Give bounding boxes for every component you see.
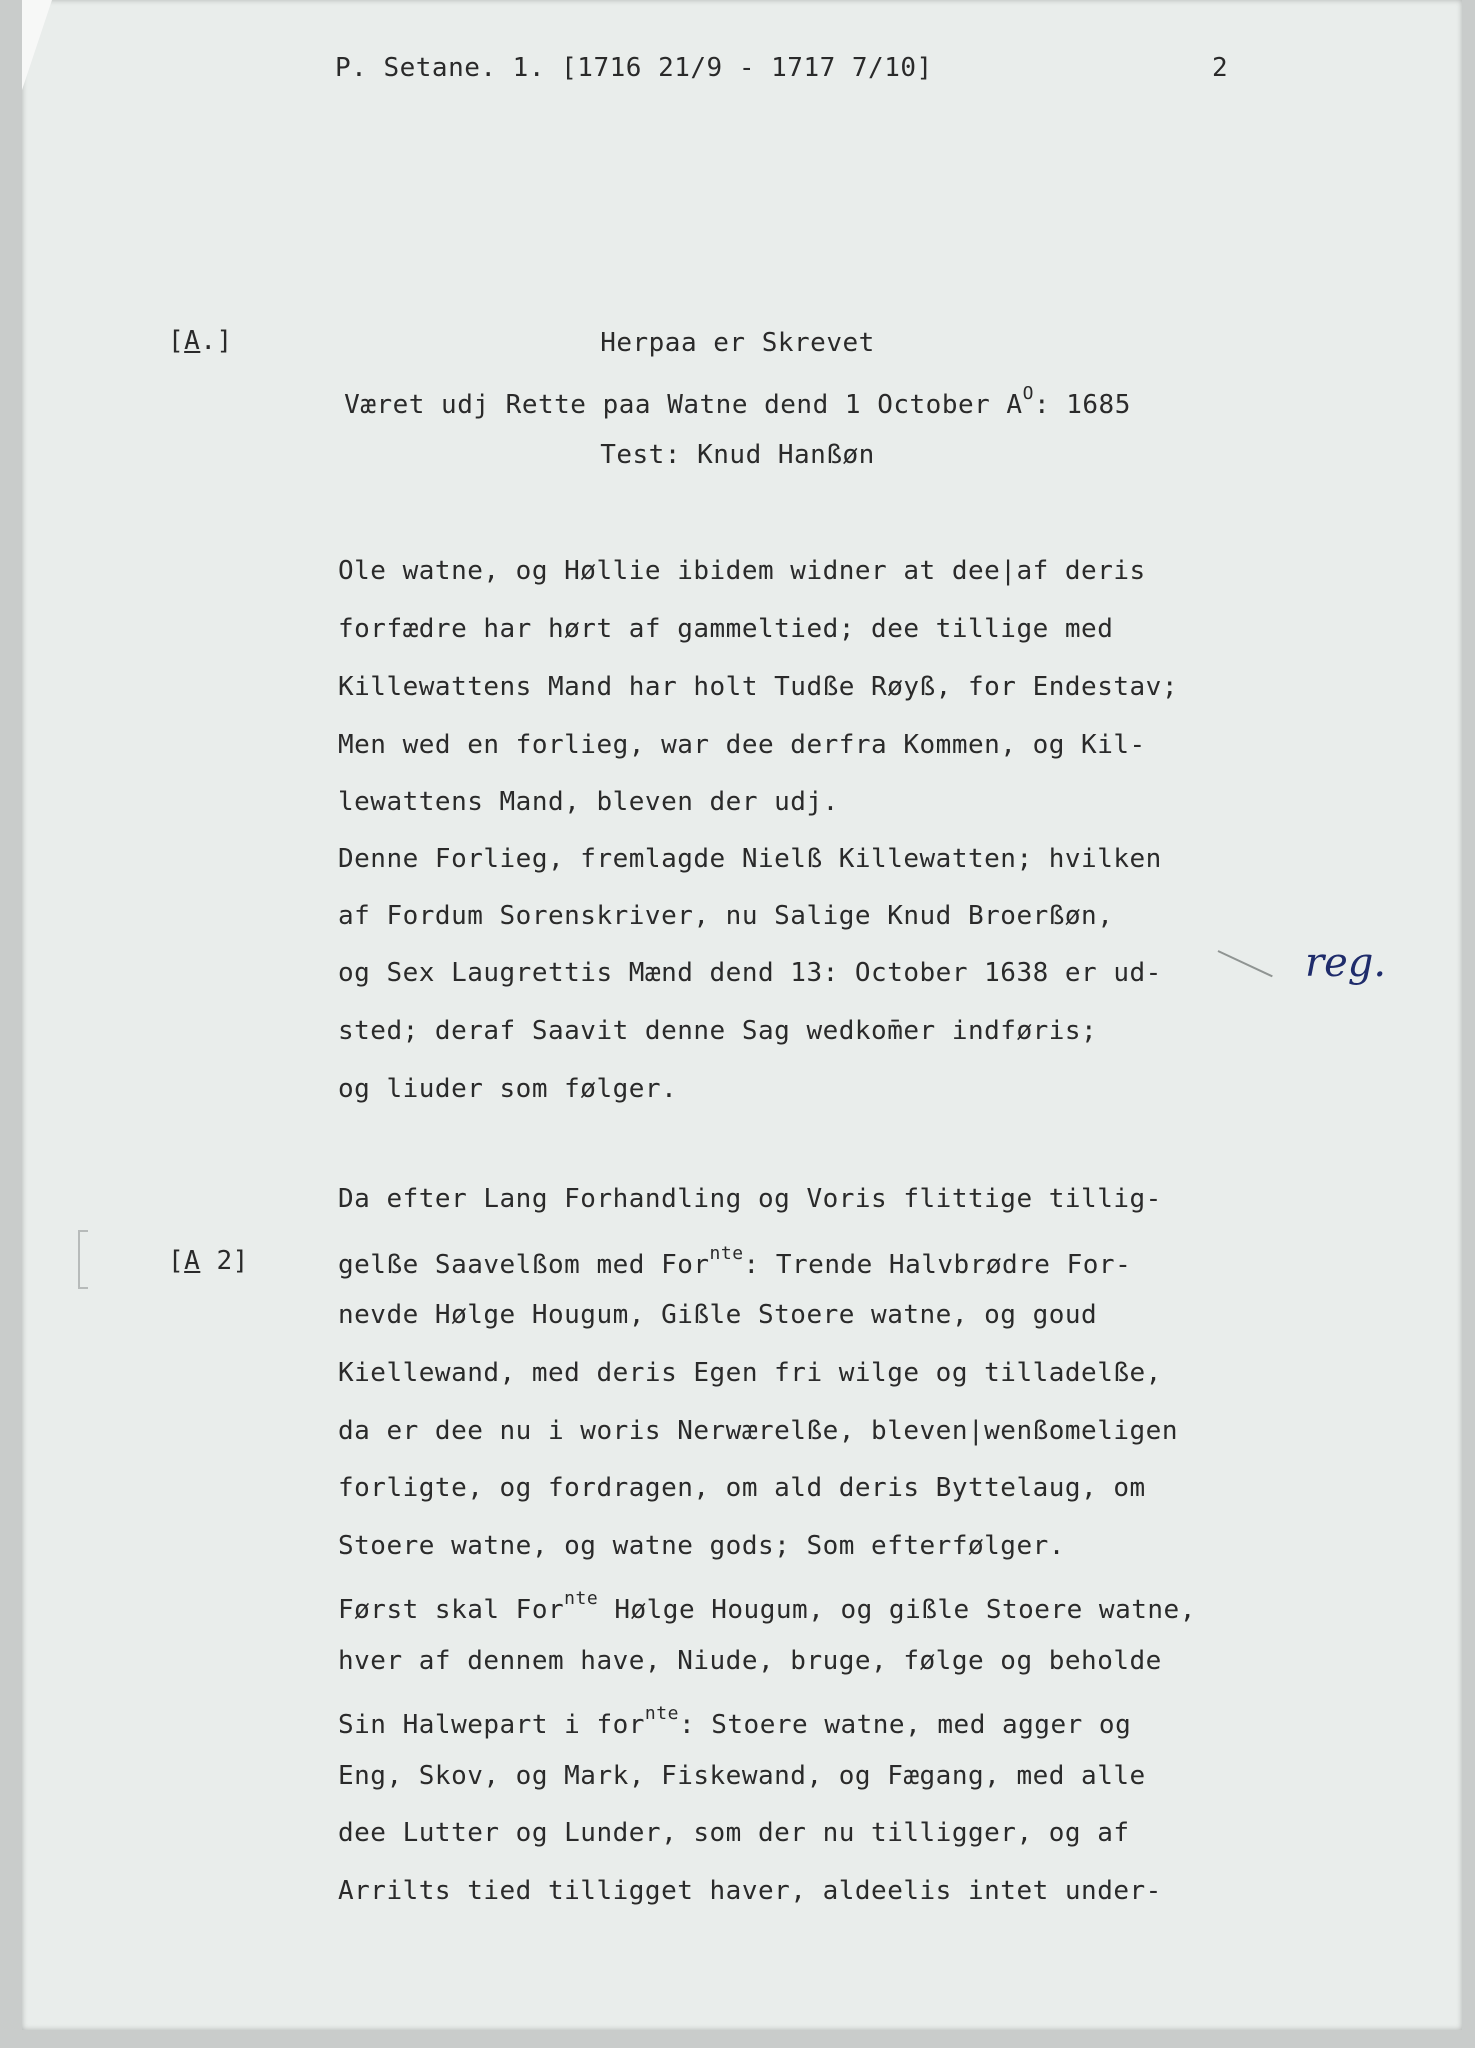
paragraph-1-line: Ole watne, og Høllie ibidem widner at dee|af deris <box>338 556 1146 586</box>
page-header: P. Setane. 1. [1716 21/9 - 1717 7/10] <box>335 53 933 83</box>
margin-mark-a2: [A 2] <box>168 1246 249 1276</box>
margin-mark-a: [A.] <box>168 326 233 356</box>
heading-line-1: Herpaa er Skrevet <box>600 328 875 358</box>
paragraph-1-line: forfædre har hørt af gammeltied; dee tillige med <box>338 614 1114 644</box>
page-fold <box>22 0 52 90</box>
paragraph-1-line: sted; deraf Saavit denne Sag wedkom̄er indføris; <box>338 1016 1098 1046</box>
paragraph-2-line: Kiellewand, med deris Egen fri wilge og tilladelße, <box>338 1358 1162 1388</box>
paragraph-2-line: Arrilts tied tilligget haver, aldeelis intet under- <box>338 1876 1162 1906</box>
paragraph-2-line: Sin Halwepart i for$^{nte}$: Stoere watne, med agger og <box>338 1703 1132 1740</box>
handwritten-annotation: reg. <box>1305 940 1387 986</box>
paragraph-2-line: Eng, Skov, og Mark, Fiskewand, og Fægang, med alle <box>338 1761 1146 1791</box>
paragraph-2-line: Da efter Lang Forhandling og Voris flittige tillig- <box>338 1184 1162 1214</box>
paragraph-1-line: Denne Forlieg, fremlagde Nielß Killewatten; hvilken <box>338 844 1162 874</box>
paragraph-1-line: af Fordum Sorenskriver, nu Salige Knud Broerßøn, <box>338 901 1114 931</box>
paragraph-1-line: Men wed en forlieg, war dee derfra Kommen, og Kil- <box>338 730 1146 760</box>
paragraph-2-line: gelße Saavelßom med For$^{nte}$: Trende Halvbrødre For- <box>338 1243 1132 1280</box>
heading-line-2: Været udj Rette paa Watne dend 1 October $A^O$: 1685 <box>344 383 1131 420</box>
paragraph-1-line: Killewattens Mand har holt Tudße Røyß, for Endestav; <box>338 672 1178 702</box>
paragraph-2-line: Først skal For$^{nte}$ Hølge Hougum, og gißle Stoere watne, <box>338 1588 1196 1625</box>
paragraph-2-line: hver af dennem have, Niude, bruge, følge og beholde <box>338 1646 1162 1676</box>
paragraph-2-line: dee Lutter og Lunder, som der nu tilligger, og af <box>338 1818 1130 1848</box>
paragraph-1-line: og liuder som følger. <box>338 1074 678 1104</box>
page-number: 2 <box>1212 53 1229 83</box>
paragraph-2-line: Stoere watne, og watne gods; Som efterfølger. <box>338 1531 1065 1561</box>
paragraph-2-line: da er dee nu i woris Nerwærelße, bleven|wenßomeligen <box>338 1416 1178 1446</box>
heading-line-3: Test: Knud Hanßøn <box>600 440 875 470</box>
paragraph-2-line: nevde Hølge Hougum, Gißle Stoere watne, og goud <box>338 1300 1098 1330</box>
paragraph-1-line: og Sex Laugrettis Mænd dend 13: October 1638 er ud- <box>338 958 1162 988</box>
faint-bracket-mark <box>78 1230 88 1289</box>
paragraph-2-line: forligte, og fordragen, om ald deris Byttelaug, om <box>338 1473 1146 1503</box>
paragraph-1-line: lewattens Mand, bleven der udj. <box>338 787 839 817</box>
